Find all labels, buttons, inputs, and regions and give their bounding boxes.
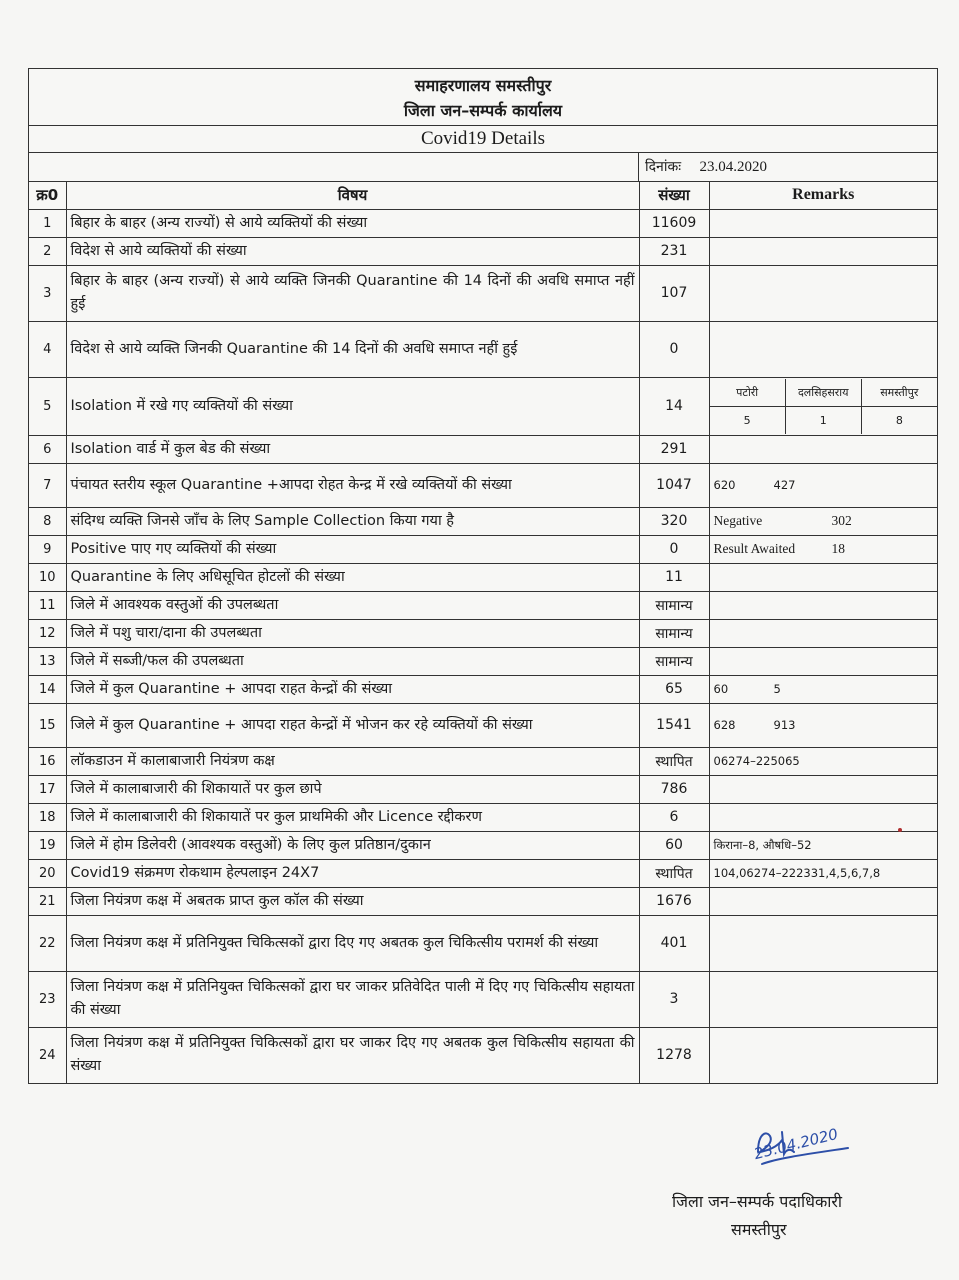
row-count: 107 — [639, 265, 709, 321]
row-subject: Covid19 संक्रमण रोकथाम हेल्पलाइन 24X7 — [66, 859, 639, 887]
table-row — [29, 535, 937, 563]
row-subject: Isolation वार्ड में कुल बेड की संख्या — [66, 435, 639, 463]
row-remarks — [709, 915, 937, 971]
row-count: सामान्य — [639, 647, 709, 675]
row-remarks — [709, 803, 937, 831]
office-subtitle: जिला जन–सम्पर्क कार्यालय — [403, 101, 563, 120]
breakdown-value: 5 — [710, 406, 786, 434]
row-remarks — [709, 1027, 937, 1083]
table-row — [29, 321, 937, 377]
row-subject: जिले में कालाबाजारी की शिकायातें पर कुल प्राथमिकी और Licence रद्दीकरण — [66, 803, 639, 831]
row-subject: Isolation में रखे गए व्यक्तियों की संख्या — [66, 377, 639, 435]
row-remarks — [709, 507, 937, 535]
row-subject: जिला नियंत्रण कक्ष में अबतक प्राप्त कुल कॉल की संख्या — [66, 887, 639, 915]
table-row — [29, 675, 937, 703]
row-sn: 5 — [29, 377, 66, 435]
row-sn: 8 — [29, 507, 66, 535]
breakdown-header: समस्तीपुर — [861, 379, 937, 407]
row-remarks — [709, 563, 937, 591]
ink-dot — [898, 828, 902, 832]
row-subject: जिले में आवश्यक वस्तुओं की उपलब्धता — [66, 591, 639, 619]
row-sn: 24 — [29, 1027, 66, 1083]
remarks-part-b: 913 — [773, 718, 796, 732]
row-count: 11 — [639, 563, 709, 591]
table-row — [29, 209, 937, 237]
row-remarks — [709, 435, 937, 463]
row-subject: Positive पाए गए व्यक्तियों की संख्या — [66, 535, 639, 563]
row-count: 3 — [639, 971, 709, 1027]
row-count: 6 — [639, 803, 709, 831]
col-header-subject: विषय — [66, 182, 639, 209]
breakdown-header: पटोरी — [710, 379, 786, 407]
row-subject: पंचायत स्तरीय स्कूल Quarantine +आपदा रोहत केन्द्र में रखे व्यक्तियों की संख्या — [66, 463, 639, 507]
row-remarks — [709, 321, 937, 377]
row-count: 231 — [639, 237, 709, 265]
table-row — [29, 703, 937, 747]
table-row — [29, 775, 937, 803]
row-subject: जिले में कालाबाजारी की शिकायातें पर कुल छापे — [66, 775, 639, 803]
row-remarks: 06274–225065 — [709, 747, 937, 775]
row-sn: 3 — [29, 265, 66, 321]
row-sn: 4 — [29, 321, 66, 377]
row-remarks — [709, 237, 937, 265]
row-sn: 22 — [29, 915, 66, 971]
remarks-part-a: 628 — [713, 718, 736, 732]
row-subject: जिले में कुल Quarantine + आपदा राहत केन्द्रों की संख्या — [66, 675, 639, 703]
office-name: समाहरणालय समस्तीपुर — [414, 76, 552, 95]
row-sn: 12 — [29, 619, 66, 647]
date-row — [29, 153, 937, 182]
row-sn: 14 — [29, 675, 66, 703]
row-remarks — [709, 887, 937, 915]
row-sn: 21 — [29, 887, 66, 915]
table-row — [29, 803, 937, 831]
row-subject: बिहार के बाहर (अन्य राज्यों) से आये व्यक्तियों की संख्या — [66, 209, 639, 237]
row-count: 1541 — [639, 703, 709, 747]
row-subject: जिले में सब्जी/फल की उपलब्धता — [66, 647, 639, 675]
date-value: 23.04.2020 — [699, 159, 767, 175]
row-remarks — [709, 703, 937, 747]
covid-details-sheet — [28, 68, 938, 1084]
row-remarks — [709, 377, 937, 435]
table-row — [29, 563, 937, 591]
row-sn: 6 — [29, 435, 66, 463]
remarks-part-a: 60 — [713, 682, 729, 696]
row-count: सामान्य — [639, 591, 709, 619]
table-row — [29, 591, 937, 619]
row-count: 0 — [639, 321, 709, 377]
row-count: स्थापित — [639, 859, 709, 887]
table-row — [29, 1027, 937, 1083]
row-remarks: किराना–8, औषधि–52 — [709, 831, 937, 859]
row-subject: जिले में कुल Quarantine + आपदा राहत केन्द्रों में भोजन कर रहे व्यक्तियों की संख्या — [66, 703, 639, 747]
col-header-sn: क्र0 — [29, 182, 66, 209]
document-title: Covid19 Details — [29, 126, 937, 153]
row-count: 291 — [639, 435, 709, 463]
row-count: 1047 — [639, 463, 709, 507]
table-row — [29, 915, 937, 971]
row-sn: 9 — [29, 535, 66, 563]
table-row — [29, 747, 937, 775]
table-row — [29, 647, 937, 675]
remarks-part-a: 620 — [713, 478, 736, 492]
row-remarks — [709, 591, 937, 619]
row-sn: 20 — [29, 859, 66, 887]
row-subject: विदेश से आये व्यक्तियों की संख्या — [66, 237, 639, 265]
office-header — [29, 69, 937, 126]
row-sn: 23 — [29, 971, 66, 1027]
row-subject: जिला नियंत्रण कक्ष में प्रतिनियुक्त चिकित्सकों द्वारा दिए गए अबतक कुल चिकित्सीय परामर्श की संख्या — [66, 915, 639, 971]
remarks-part-b: 427 — [773, 478, 796, 492]
row-remarks — [709, 463, 937, 507]
remarks-part-a: Negative — [713, 513, 763, 528]
row-sn: 18 — [29, 803, 66, 831]
row-count: 14 — [639, 377, 709, 435]
col-header-remarks: Remarks — [709, 182, 937, 209]
breakdown-value: 1 — [785, 406, 861, 434]
row-remarks — [709, 647, 937, 675]
row-sn: 7 — [29, 463, 66, 507]
row-sn: 17 — [29, 775, 66, 803]
signature-date: 23.04.2020 — [752, 1124, 840, 1164]
row-count: 320 — [639, 507, 709, 535]
row-remarks — [709, 619, 937, 647]
table-row — [29, 859, 937, 887]
row-subject: जिला नियंत्रण कक्ष में प्रतिनियुक्त चिकित्सकों द्वारा घर जाकर प्रतिवेदित पाली में दिए गए चिकित्सीय सहायता की संख्या — [66, 971, 639, 1027]
row-remarks — [709, 675, 937, 703]
row-subject: बिहार के बाहर (अन्य राज्यों) से आये व्यक्ति जिनकी Quarantine की 14 दिनों की अवधि समाप्त नहीं हुई — [66, 265, 639, 321]
remarks-part-b: 302 — [831, 513, 852, 528]
row-count: 786 — [639, 775, 709, 803]
details-table — [29, 182, 937, 1083]
row-count: 1278 — [639, 1027, 709, 1083]
table-row — [29, 831, 937, 859]
date-label: दिनांकः — [645, 159, 682, 175]
table-row — [29, 377, 937, 435]
row-count: 65 — [639, 675, 709, 703]
row-sn: 16 — [29, 747, 66, 775]
row-sn: 15 — [29, 703, 66, 747]
designation: जिला जन–सम्पर्क पदाधिकारी — [672, 1192, 843, 1211]
row-remarks: 104,06274–222331,4,5,6,7,8 — [709, 859, 937, 887]
row-count: स्थापित — [639, 747, 709, 775]
table-row — [29, 887, 937, 915]
place: समस्तीपुर — [731, 1220, 787, 1239]
row-subject: जिला नियंत्रण कक्ष में प्रतिनियुक्त चिकित्सकों द्वारा घर जाकर दिए गए अबतक कुल चिकित्सीय सहायता की संख्या — [66, 1027, 639, 1083]
table-row — [29, 435, 937, 463]
row-remarks — [709, 775, 937, 803]
row-sn: 13 — [29, 647, 66, 675]
row-remarks — [709, 209, 937, 237]
breakdown-header: दलसिहसराय — [785, 379, 861, 407]
row-sn: 2 — [29, 237, 66, 265]
row-subject: जिले में होम डिलेवरी (आवश्यक वस्तुओं) के लिए कुल प्रतिष्ठान/दुकान — [66, 831, 639, 859]
table-row — [29, 619, 937, 647]
row-remarks — [709, 265, 937, 321]
remarks-part-a: Result Awaited — [713, 541, 796, 556]
row-subject: लॉकडाउन में कालाबाजारी नियंत्रण कक्ष — [66, 747, 639, 775]
col-header-count: संख्या — [639, 182, 709, 209]
row-count: सामान्य — [639, 619, 709, 647]
date-cell — [638, 153, 767, 181]
breakdown-value: 8 — [861, 406, 937, 434]
row-subject: विदेश से आये व्यक्ति जिनकी Quarantine की 14 दिनों की अवधि समाप्त नहीं हुई — [66, 321, 639, 377]
isolation-breakdown-table — [710, 379, 938, 434]
row-count: 0 — [639, 535, 709, 563]
table-header-row — [29, 182, 937, 209]
row-remarks — [709, 535, 937, 563]
remarks-part-b: 18 — [831, 541, 845, 556]
table-row — [29, 971, 937, 1027]
row-count: 1676 — [639, 887, 709, 915]
row-sn: 19 — [29, 831, 66, 859]
row-sn: 11 — [29, 591, 66, 619]
row-subject: जिले में पशु चारा/दाना की उपलब्धता — [66, 619, 639, 647]
row-subject: संदिग्ध व्यक्ति जिनसे जाँच के लिए Sample Collection किया गया है — [66, 507, 639, 535]
remarks-part-b: 5 — [773, 682, 781, 696]
table-row — [29, 237, 937, 265]
table-row — [29, 265, 937, 321]
row-subject: Quarantine के लिए अधिसूचित होटलों की संख्या — [66, 563, 639, 591]
row-remarks — [709, 971, 937, 1027]
table-row — [29, 507, 937, 535]
row-count: 60 — [639, 831, 709, 859]
row-sn: 1 — [29, 209, 66, 237]
row-count: 11609 — [639, 209, 709, 237]
table-row — [29, 463, 937, 507]
row-count: 401 — [639, 915, 709, 971]
row-sn: 10 — [29, 563, 66, 591]
